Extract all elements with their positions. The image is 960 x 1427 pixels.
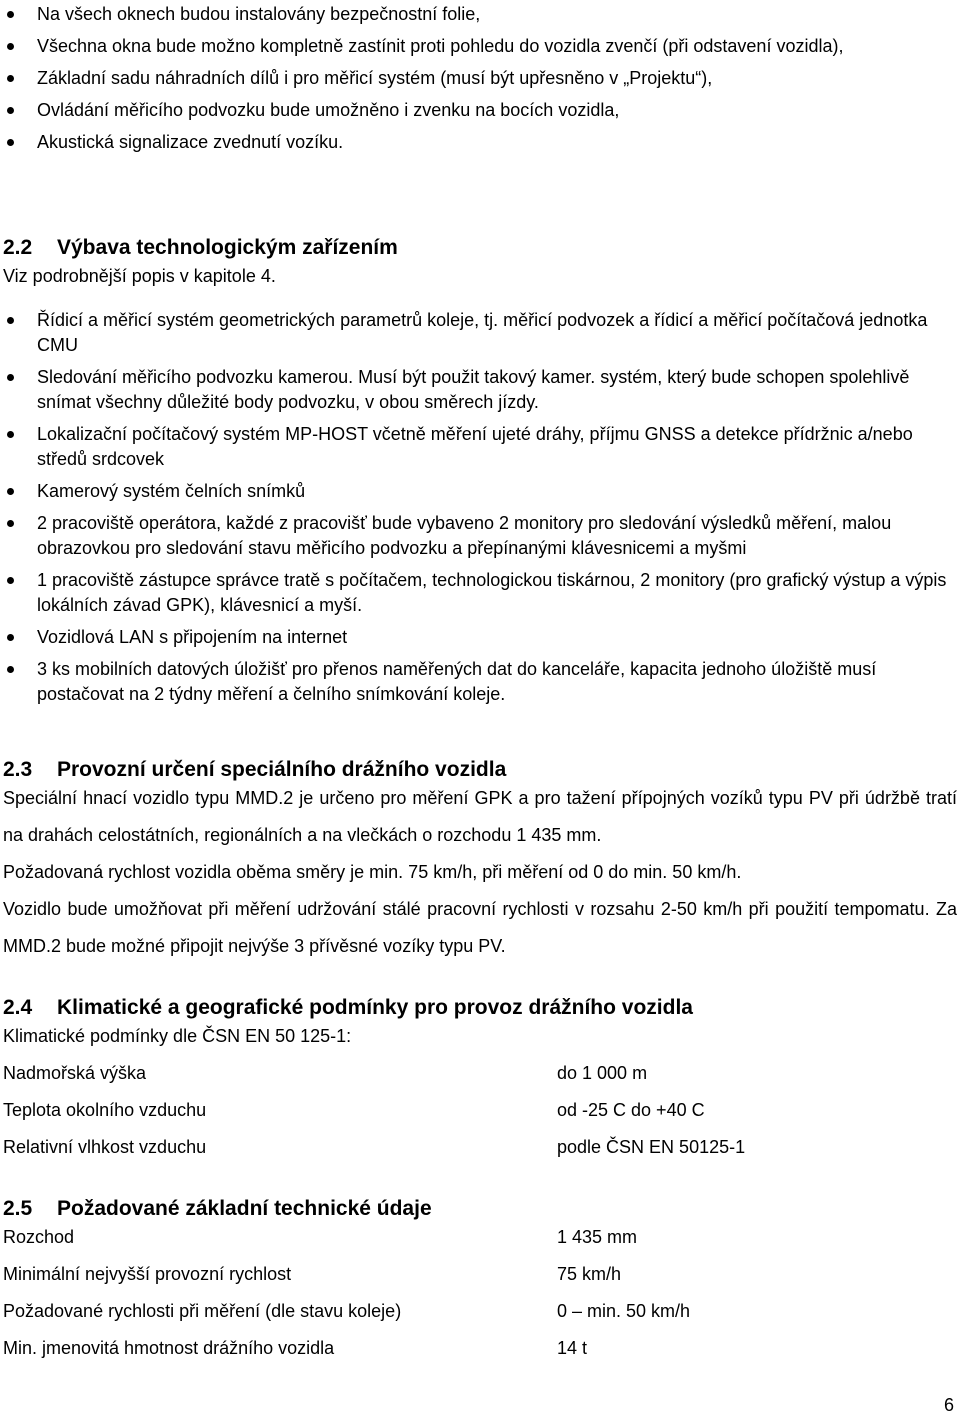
section-number: 2.4	[3, 996, 33, 1019]
page-number: 6	[943, 1395, 954, 1415]
section-title: Požadované základní technické údaje	[57, 1197, 432, 1220]
section-title: Provozní určení speciálního drážního vozidla	[57, 758, 507, 781]
row-label: Minimální nejvyšší provozní rychlost	[3, 1264, 292, 1284]
paragraph: Speciální hnací vozidlo typu MMD.2 je určeno pro měření GPK a pro tažení přípojných vozíků typu PV při údržbě tratí na drahách celostátních, regionálních a na vlečkách o rozchodu 1 435 mm.	[3, 788, 957, 845]
row-value: 75 km/h	[557, 1264, 622, 1284]
row-value: 0 – min. 50 km/h	[557, 1301, 691, 1321]
list-item: Akustická signalizace zvednutí vozíku.	[0, 128, 950, 156]
section-intro: Klimatické podmínky dle ČSN EN 50 125-1:	[3, 1026, 352, 1046]
row-label: Nadmořská výška	[3, 1063, 147, 1083]
row-label: Teplota okolního vzduchu	[3, 1100, 207, 1120]
list-item: Řídicí a měřicí systém geometrických parametrů koleje, tj. měřicí podvozek a řídicí a měřicí počítačová jednotka CMU	[0, 308, 950, 358]
list-item: Vozidlová LAN s připojením na internet	[0, 625, 950, 650]
row-value: podle ČSN EN 50125-1	[557, 1137, 746, 1157]
list-item: Sledování měřicího podvozku kamerou. Musí být použit takový kamer. systém, který bude schopen spolehlivě snímat všechny důležité body podvozku, v obou směrech jízdy.	[0, 365, 950, 415]
list-item: Lokalizační počítačový systém MP-HOST včetně měření ujeté dráhy, příjmu GNSS a detekce přídržnic a/nebo středů srdcovek	[0, 422, 950, 472]
paragraph: Požadovaná rychlost vozidla oběma směry je min. 75 km/h, při měření od 0 do min. 50 km/h.	[3, 862, 742, 882]
row-value: od -25 C do +40 C	[557, 1100, 705, 1120]
section-heading-2-2	[3, 236, 398, 260]
list-item: Kamerový systém čelních snímků	[0, 479, 950, 504]
section-heading-2-3	[3, 758, 506, 782]
technology-list	[0, 308, 950, 714]
row-label: Relativní vlhkost vzduchu	[3, 1137, 207, 1157]
list-item: Všechna okna bude možno kompletně zastínit proti pohledu do vozidla zvenčí (při odstavení vozidla),	[0, 32, 950, 60]
section-intro: Viz podrobnější popis v kapitole 4.	[3, 266, 276, 286]
section-title: Klimatické a geografické podmínky pro provoz drážního vozidla	[57, 996, 693, 1019]
row-label: Min. jmenovitá hmotnost drážního vozidla	[3, 1338, 335, 1358]
list-item: Základní sadu náhradních dílů i pro měřicí systém (musí být upřesněno v „Projektu“),	[0, 64, 950, 92]
equipment-list	[0, 0, 950, 160]
section-body	[3, 780, 957, 965]
row-value: do 1 000 m	[557, 1063, 648, 1083]
list-item: Na všech oknech budou instalovány bezpečnostní folie,	[0, 0, 950, 28]
section-heading-2-5	[3, 1197, 432, 1221]
row-value: 1 435 mm	[557, 1227, 638, 1247]
row-value: 14 t	[557, 1338, 588, 1358]
section-heading-2-4	[3, 996, 693, 1020]
list-item: 3 ks mobilních datových úložišť pro přenos naměřených dat do kanceláře, kapacita jednoho úložiště musí postačovat na 2 týdny měření a čelního snímkování koleje.	[0, 657, 950, 707]
list-item: 2 pracoviště operátora, každé z pracovišť bude vybaveno 2 monitory pro sledování výsledků měření, malou obrazovkou pro sledování stavu měřicího podvozku a přepínanými klávesnicemi a myšmi	[0, 511, 950, 561]
row-label: Požadované rychlosti při měření (dle stavu koleje)	[3, 1301, 402, 1321]
row-label: Rozchod	[3, 1227, 75, 1247]
list-item: 1 pracoviště zástupce správce tratě s počítačem, technologickou tiskárnou, 2 monitory (pro grafický výstup a výpis lokálních závad GPK), klávesnicí a myší.	[0, 568, 950, 618]
list-item: Ovládání měřicího podvozku bude umožněno i zvenku na bocích vozidla,	[0, 96, 950, 124]
section-number: 2.3	[3, 758, 33, 781]
paragraph: Vozidlo bude umožňovat při měření udržování stálé pracovní rychlosti v rozsahu 2-50 km/h při použití tempomatu. Za MMD.2 bude možné připojit nejvýše 3 přívěsné vozíky typu PV.	[3, 899, 957, 956]
section-number: 2.2	[3, 236, 33, 259]
section-number: 2.5	[3, 1197, 33, 1220]
section-title: Výbava technologickým zařízením	[57, 236, 398, 259]
